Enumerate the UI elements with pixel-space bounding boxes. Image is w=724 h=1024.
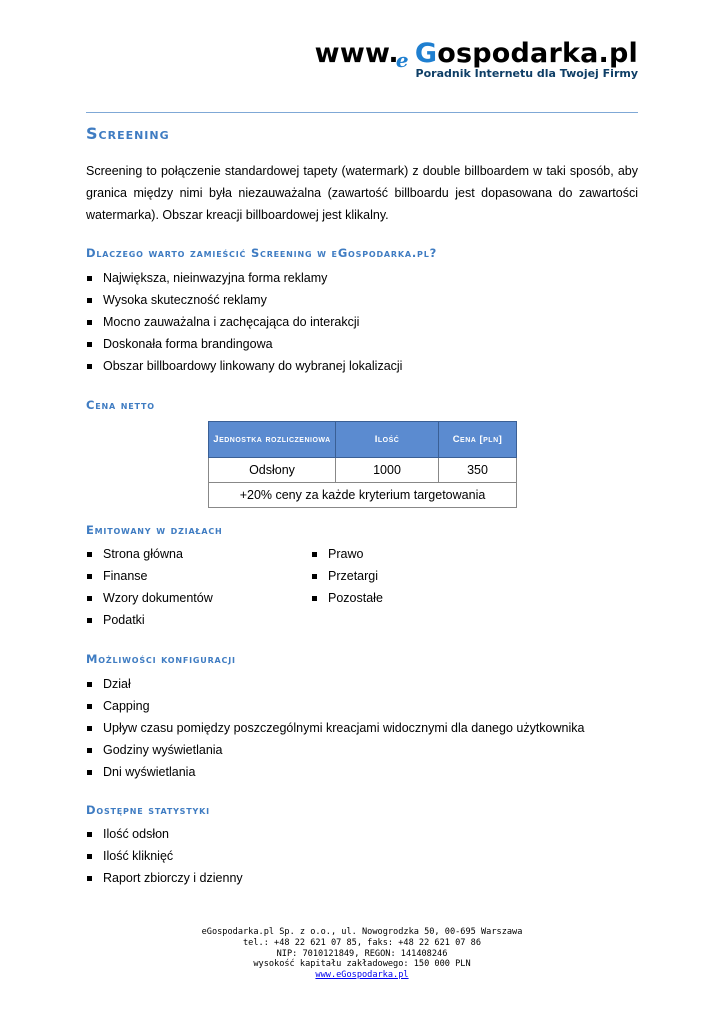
- config-section-title: Możliwości konfiguracji: [86, 652, 236, 666]
- list-item: Capping: [86, 695, 584, 717]
- list-item: Wzory dokumentów: [86, 587, 213, 609]
- list-item: Pozostałe: [311, 587, 383, 609]
- footer-capital-line: wysokość kapitału zakładowego: 150 000 PLN: [253, 959, 471, 970]
- table-cell: 350: [439, 458, 517, 483]
- why-section-title: Dlaczego warto zamieścić Screening w eGospodarka.pl?: [86, 246, 438, 260]
- price-section-title: Cena netto: [86, 398, 155, 412]
- config-list: [86, 673, 584, 783]
- header-divider: [86, 112, 638, 113]
- footer-company-line: eGospodarka.pl Sp. z o.o., ul. Nowogrodzka 50, 00-695 Warszawa: [201, 927, 523, 937]
- list-item: Przetargi: [311, 565, 383, 587]
- table-header-cell: Jednostka rozliczeniowa: [209, 422, 336, 458]
- list-item: Upływ czasu pomiędzy poszczególnymi kreacjami widocznymi dla danego użytkownika: [86, 717, 584, 739]
- logo-wordmark: www. e Gospodarka.pl: [314, 38, 638, 72]
- table-header-cell: Ilość: [336, 422, 439, 458]
- table-note-cell: +20% ceny za każde kryterium targetowania: [209, 483, 517, 508]
- list-item: Mocno zauważalna i zachęcająca do interakcji: [86, 311, 402, 333]
- footer-website-link[interactable]: www.eGospodarka.pl: [315, 970, 409, 981]
- why-list: [86, 267, 402, 377]
- intro-paragraph: Screening to połączenie standardowej tapety (watermark) z double billboardem w taki sposób, aby granica między nimi była niezauważalna (zawartość billboardu jest dopasowana do zawartości watermarka). Obszar kreacji billboardowej jest klikalny.: [86, 164, 638, 222]
- table-row: [209, 483, 517, 508]
- list-item: Godziny wyświetlania: [86, 739, 584, 761]
- logo-tagline: Poradnik Internetu dla Twojej Firmy: [415, 67, 638, 80]
- footer-registry-line: NIP: 7010121849, REGON: 141408246: [276, 948, 448, 959]
- list-item: Wysoka skuteczność reklamy: [86, 289, 402, 311]
- list-item: Raport zbiorczy i dzienny: [86, 867, 243, 889]
- footer: [0, 927, 724, 981]
- list-item: Ilość kliknięć: [86, 845, 243, 867]
- emitted-list-left: [86, 543, 213, 631]
- logo: [315, 38, 638, 80]
- list-item: Doskonała forma brandingowa: [86, 333, 402, 355]
- footer-phone-line: tel.: +48 22 621 07 85, faks: +48 22 621 07 86: [243, 937, 481, 948]
- list-item: Podatki: [86, 609, 213, 631]
- list-item: Dział: [86, 673, 584, 695]
- list-item: Obszar billboardowy linkowany do wybranej lokalizacji: [86, 355, 402, 377]
- page-title: Screening: [86, 124, 170, 143]
- table-header-row: [209, 422, 517, 458]
- list-item: Ilość odsłon: [86, 823, 243, 845]
- list-item: Największa, nieinwazyjna forma reklamy: [86, 267, 402, 289]
- list-item: Prawo: [311, 543, 383, 565]
- list-item: Strona główna: [86, 543, 213, 565]
- emitted-list-right: [311, 543, 383, 609]
- emitted-section-title: Emitowany w działach: [86, 523, 223, 537]
- list-item: Finanse: [86, 565, 213, 587]
- stats-list: [86, 823, 243, 889]
- stats-section-title: Dostępne statystyki: [86, 803, 210, 817]
- table-header-cell: Cena [pln]: [439, 422, 517, 458]
- table-cell: 1000: [336, 458, 439, 483]
- table-row: [209, 458, 517, 483]
- table-cell: Odsłony: [209, 458, 336, 483]
- list-item: Dni wyświetlania: [86, 761, 584, 783]
- price-table: [208, 421, 517, 508]
